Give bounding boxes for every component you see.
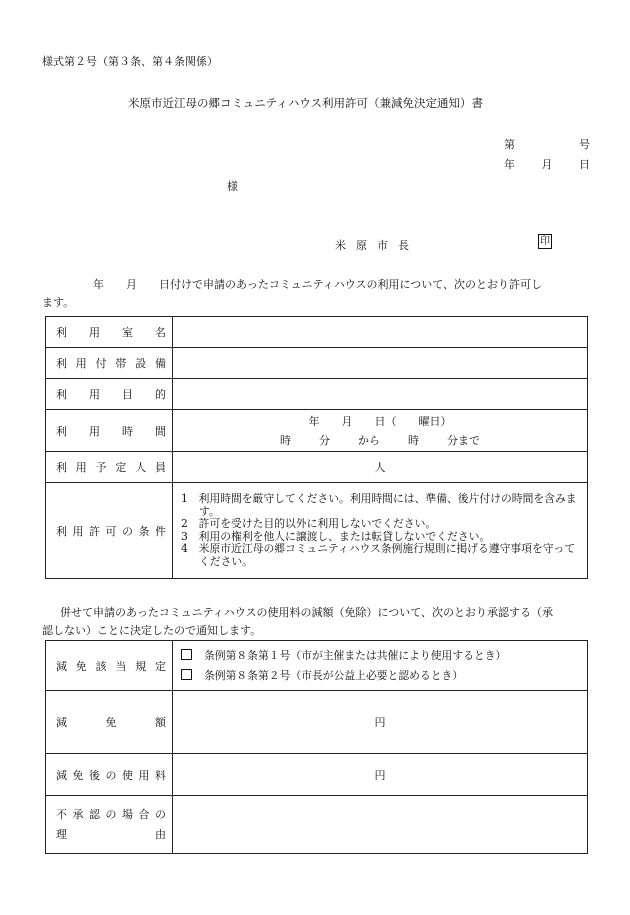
table-row (46, 754, 588, 796)
date-day: 日 (579, 158, 590, 171)
fee-after-value: 円 (173, 754, 588, 796)
from-word: から (358, 434, 380, 447)
rule-label: 減免該当規定 (46, 641, 173, 691)
reason-label-line2: 理由 (56, 827, 166, 841)
time-weekday: 曜日） (418, 415, 452, 428)
end-hour: 時 (408, 434, 419, 447)
amount-label: 減免額 (46, 691, 173, 754)
start-hour: 時 (280, 434, 291, 447)
time-day: 日（ (374, 415, 397, 428)
amount-value: 円 (173, 691, 588, 754)
time-range-line (173, 432, 587, 448)
purpose-value (173, 379, 588, 410)
condition-item: 1 利用時間を厳守してください。利用時間には、準備、後片付けの時間を含みます。 (181, 492, 577, 518)
people-value: 人 (173, 452, 588, 483)
table-row (46, 379, 588, 410)
equipment-label: 利用付帯設備 (46, 348, 173, 379)
rule-option-text: 条例第８条第１号（市が主催または共催により使用するとき） (204, 648, 507, 662)
table-row (46, 483, 588, 579)
time-month: 月 (341, 415, 353, 428)
condition-item: 2 許可を受けた目的以外に利用しないでください。 (181, 517, 437, 530)
reason-label (46, 796, 173, 854)
permission-statement-line1: 年 月 日付けで申請のあったコミュニティハウスの利用について、次のとおり許可し (93, 278, 543, 291)
reason-label-line1: 不承認の場合の (56, 807, 166, 821)
table-row (46, 796, 588, 854)
document-number (504, 136, 590, 152)
reduction-statement-line2: 認しない）ことに決定したので通知します。 (42, 624, 262, 637)
condition-item: 3 利用の権利を他人に譲渡し、または転貸しないでください。 (181, 529, 491, 543)
reduction-statement-line1: 併せて申請のあったコミュニティハウスの使用料の減額（免除）について、次のとおり承認する（承 (60, 606, 554, 619)
condition-item: 4 米原市近江母の郷コミュニティハウス条例施行規則に掲げる遵守事項を守ってください。 (181, 542, 576, 568)
number-prefix: 第 (504, 138, 515, 151)
time-year: 年 (308, 415, 320, 428)
table-row (46, 641, 588, 691)
date-year: 年 (504, 158, 515, 171)
table-row (46, 348, 588, 379)
document-date (504, 156, 590, 172)
usage-permission-table (45, 316, 588, 579)
time-value (173, 410, 588, 452)
rule-options (173, 641, 588, 691)
addressee-honorific: 様 (227, 180, 238, 193)
time-label: 利用時間 (46, 410, 173, 452)
date-month: 月 (541, 158, 553, 171)
conditions-list (173, 483, 588, 579)
table-row (46, 452, 588, 483)
rule-option-1 (181, 646, 579, 666)
seal-mark: 印 (540, 236, 550, 247)
fee-after-label: 減免後の使用料 (46, 754, 173, 796)
table-row (46, 691, 588, 754)
purpose-label: 利用目的 (46, 379, 173, 410)
reason-value (173, 796, 588, 854)
rule-option-text: 条例第８条第２号（市長が公益上必要と認めるとき） (204, 668, 464, 682)
people-label: 利用予定人員 (46, 452, 173, 483)
form-number: 様式第２号（第３条、第４条関係） (42, 55, 218, 68)
permission-statement-line2: ます。 (42, 296, 75, 309)
checkbox[interactable] (181, 669, 192, 680)
fee-reduction-table (45, 640, 588, 854)
time-date-line (173, 413, 587, 429)
equipment-value (173, 348, 588, 379)
start-minute: 分 (319, 434, 330, 447)
number-suffix: 号 (579, 138, 590, 151)
document-title: 米原市近江母の郷コミュニティハウス利用許可（兼減免決定通知）書 (128, 96, 484, 110)
end-minute: 分まで (447, 434, 480, 447)
table-row (46, 317, 588, 348)
room-value (173, 317, 588, 348)
conditions-label: 利用許可の条件 (46, 483, 173, 579)
table-row (46, 410, 588, 452)
room-label: 利用室名 (46, 317, 173, 348)
checkbox[interactable] (181, 649, 192, 660)
rule-option-2 (181, 666, 579, 686)
issuer-mayor: 米原市長 (335, 239, 419, 252)
